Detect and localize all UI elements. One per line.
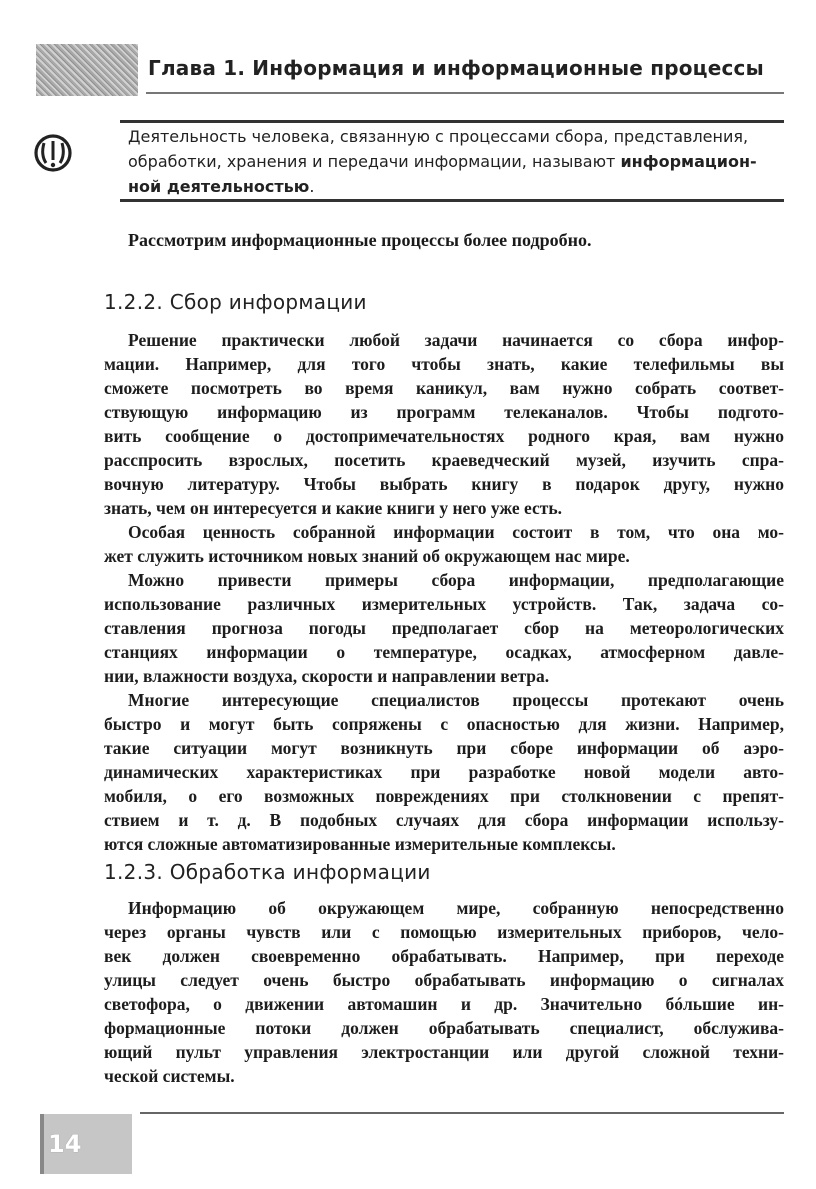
text-line: динамических характеристиках при разработке новой модели авто- bbox=[104, 762, 784, 782]
text-line: нии, влажности воздуха, скорости и направлении ветра. bbox=[104, 666, 550, 686]
text-line: через органы чувств или с помощью измерительных приборов, чело- bbox=[104, 922, 784, 942]
definition-bottom-rule bbox=[120, 199, 784, 202]
header-rule bbox=[146, 92, 784, 94]
text-line: Особая ценность собранной информации состоит в том, что она мо- bbox=[128, 522, 784, 542]
page-number: 14 bbox=[48, 1130, 82, 1158]
text-line: формационные потоки должен обрабатывать специалист, обслужива- bbox=[104, 1018, 784, 1038]
section-title-collection: 1.2.2. Сбор информации bbox=[104, 290, 367, 314]
footer-rule bbox=[140, 1112, 784, 1114]
definition-term-part-2: ной деятельностью bbox=[128, 177, 310, 196]
text-line: ствием и т. д. В подобных случаях для сбора информации использу- bbox=[104, 810, 784, 830]
text-line: знать, чем он интересуется и какие книги у него уже есть. bbox=[104, 498, 563, 518]
chapter-title: Глава 1. Информация и информационные процессы bbox=[148, 56, 764, 80]
definition-top-rule bbox=[120, 120, 784, 123]
text-line: ствующую информацию из программ телеканалов. Чтобы подгото- bbox=[104, 402, 784, 422]
section-body-collection bbox=[104, 328, 784, 856]
text-line: вочную литературу. Чтобы выбрать книгу в подарок другу, нужно bbox=[104, 474, 784, 494]
section-body-processing bbox=[104, 896, 784, 1088]
text-line: Можно привести примеры сбора информации, предполагающие bbox=[128, 570, 784, 590]
definition-line-2 bbox=[128, 149, 788, 174]
text-line: Решение практически любой задачи начинается со сбора инфор- bbox=[128, 330, 784, 350]
text-line: ются сложные автоматизированные измерительные комплексы. bbox=[104, 834, 616, 854]
text-line: ставления прогноза погоды предполагает сбор на метеорологических bbox=[104, 618, 784, 638]
text-line: вить сообщение о достопримечательностях родного края, вам нужно bbox=[104, 426, 784, 446]
text-line: расспросить взрослых, посетить краеведческий музей, изучить спра- bbox=[104, 450, 784, 470]
text-line: быстро и могут быть сопряжены с опасностью для жизни. Например, bbox=[104, 714, 784, 734]
text-line: такие ситуации могут возникнуть при сборе информации об аэро- bbox=[104, 738, 784, 758]
text-line: использование различных измерительных устройств. Так, задача со- bbox=[104, 594, 784, 614]
intro-paragraph: Рассмотрим информационные процессы более подробно. bbox=[128, 230, 592, 250]
definition-icon bbox=[30, 130, 76, 176]
text-line: светофора, о движении автомашин и др. Значительно бóльшие ин- bbox=[104, 994, 784, 1014]
definition-line-3 bbox=[128, 174, 788, 199]
definition-period: . bbox=[309, 177, 315, 196]
definition-line-1: Деятельность человека, связанную с процессами сбора, представления, bbox=[128, 127, 749, 146]
text-line: Информацию об окружающем мире, собранную непосредственно bbox=[128, 898, 784, 918]
text-line: сможете посмотреть во время каникул, вам нужно собрать соответ- bbox=[104, 378, 784, 398]
section-title-processing: 1.2.3. Обработка информации bbox=[104, 860, 431, 884]
text-line: мации. Например, для того чтобы знать, какие телефильмы вы bbox=[104, 354, 784, 374]
text-line: станциях информации о температуре, осадках, атмосферном давле- bbox=[104, 642, 784, 662]
text-line: жет служить источником новых знаний об окружающем нас мире. bbox=[104, 546, 630, 566]
text-line: ющий пульт управления электростанции или другой сложной техни- bbox=[104, 1042, 784, 1062]
chapter-header-texture bbox=[36, 44, 138, 96]
text-line: век должен своевременно обрабатывать. Например, при переходе bbox=[104, 946, 784, 966]
definition-term-part-1: информацион- bbox=[620, 152, 757, 171]
text-line: улицы следует очень быстро обрабатывать информацию о сигналах bbox=[104, 970, 784, 990]
definition-line-2-text: обработки, хранения и передачи информации, называют bbox=[128, 152, 621, 171]
definition-box bbox=[128, 124, 788, 199]
text-line: мобиля, о его возможных повреждениях при столкновении с препят- bbox=[104, 786, 784, 806]
page-edge-strip bbox=[40, 1114, 44, 1174]
text-line: ческой системы. bbox=[104, 1066, 235, 1086]
text-line: Многие интересующие специалистов процессы протекают очень bbox=[128, 690, 784, 710]
